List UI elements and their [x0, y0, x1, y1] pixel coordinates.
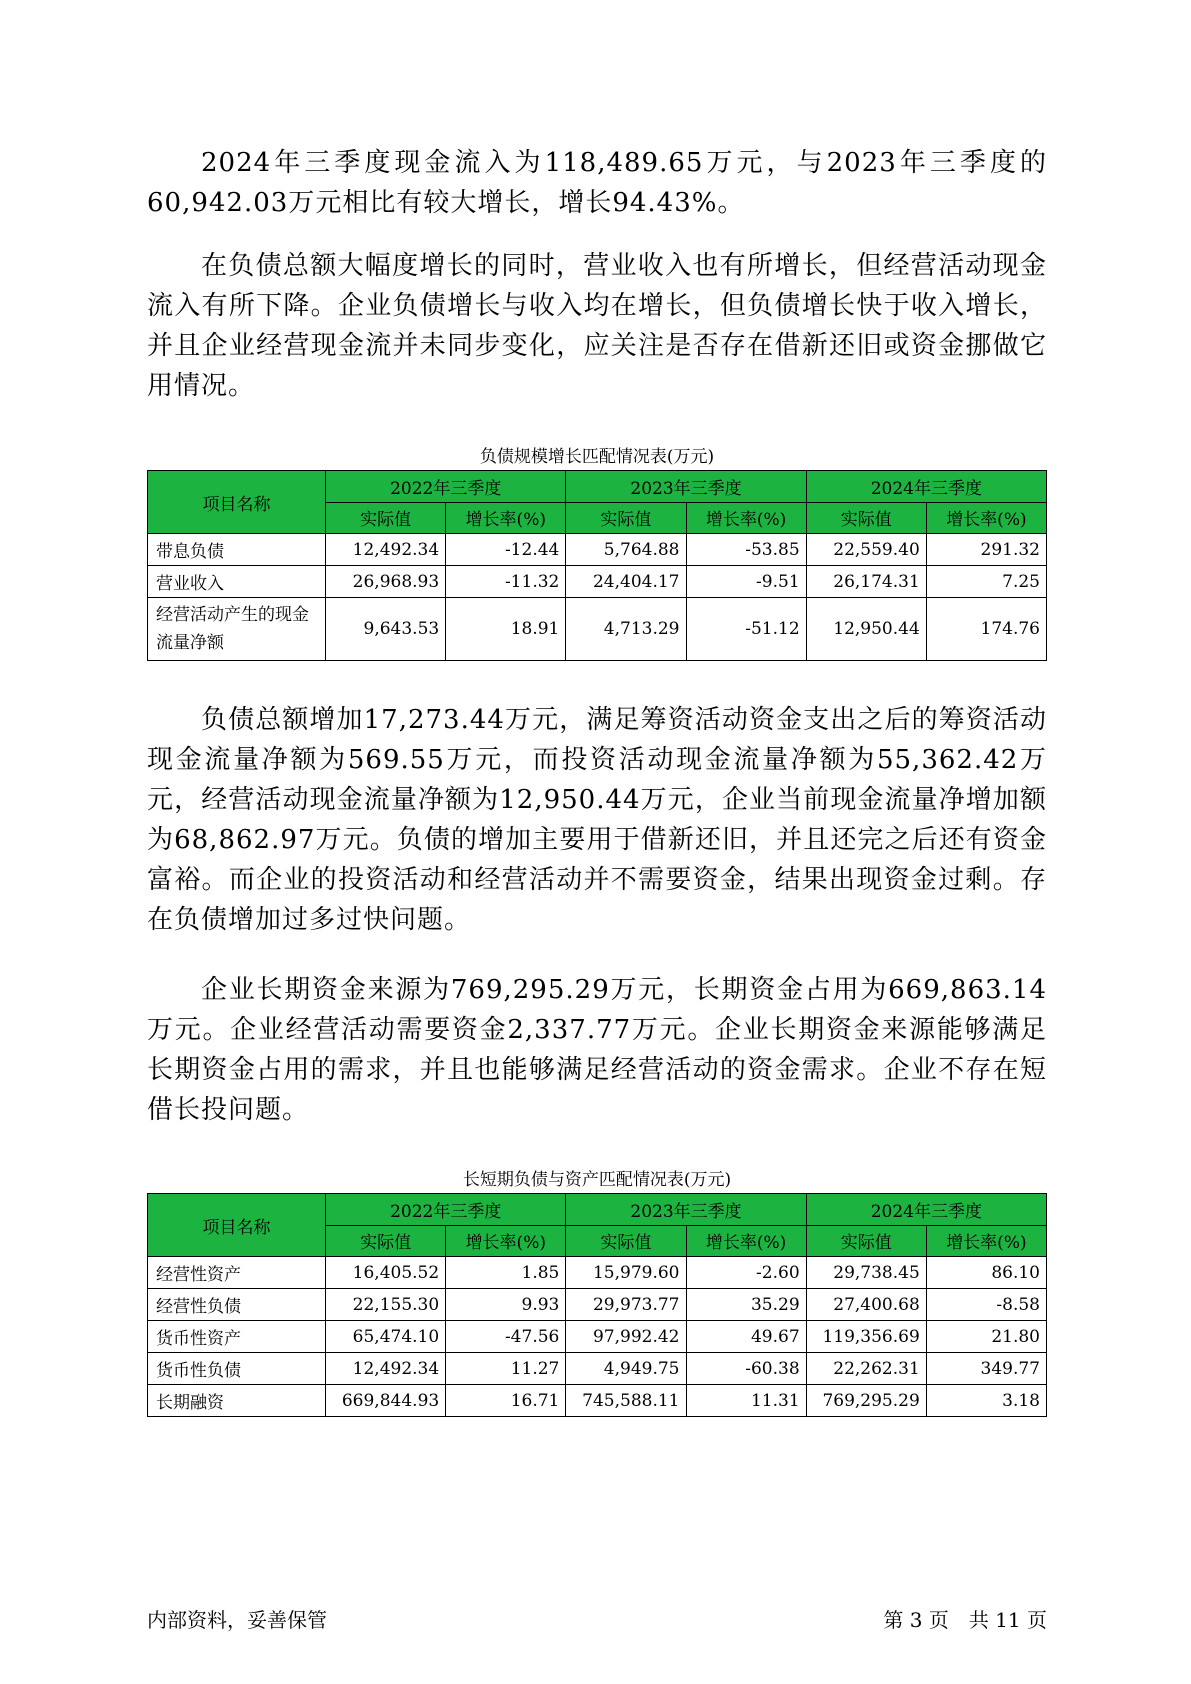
table2-caption: 长短期负债与资产匹配情况表(万元): [462, 1170, 732, 1190]
paragraph-debt-growth: 在负债总额大幅度增长的同时，营业收入也有所增长，但经营活动现金流入有所下降。企业负债增长与收入均在增长，但负债增长快于收入增长，并且企业经营现金流并未同步变化，应关注是否存在借新还旧或资金挪做它用情况。: [147, 251, 1047, 401]
row-label: 经营活动产生的现金流量净额: [148, 598, 326, 661]
table-row: [148, 1353, 1047, 1385]
cell-value: 22,155.30: [326, 1289, 446, 1321]
paragraph-debt-increase: 负债总额增加17,273.44万元，满足筹资活动资金支出之后的筹资活动现金流量净额为569.55万元，而投资活动现金流量净额为55,362.42万元，经营活动现金流量净额为12,950.44万元，企业当前现金流量净增加额为68,862.97万元。负债的增加主要用于借新还旧，并且还完之后还有资金富裕。而企业的投资活动和经营活动并不需要资金，结果出现资金过剩。存在负债增加过多过快问题。: [147, 705, 1047, 935]
cell-value: 49.67: [686, 1321, 806, 1353]
cell-value: 174.76: [926, 598, 1046, 661]
cell-value: 18.91: [446, 598, 566, 661]
cell-value: 4,949.75: [566, 1353, 686, 1385]
cell-value: -2.60: [686, 1257, 806, 1289]
cell-value: 1.85: [446, 1257, 566, 1289]
header-growth: 增长率(%): [446, 1225, 566, 1257]
cell-value: 4,713.29: [566, 598, 686, 661]
header-growth: 增长率(%): [686, 1225, 806, 1257]
header-actual: 实际值: [566, 1225, 686, 1257]
cell-value: -8.58: [926, 1289, 1046, 1321]
cell-value: 86.10: [926, 1257, 1046, 1289]
row-label: 货币性负债: [148, 1353, 326, 1385]
table-row: [148, 534, 1047, 566]
cell-value: 29,973.77: [566, 1289, 686, 1321]
cell-value: 669,844.93: [326, 1385, 446, 1417]
cell-value: 16,405.52: [326, 1257, 446, 1289]
paragraph-long-term-funding: 企业长期资金来源为769,295.29万元，长期资金占用为669,863.14万元。企业经营活动需要资金2,337.77万元。企业长期资金来源能够满足长期资金占用的需求，并且也能够满足经营活动的资金需求。企业不存在短借长投问题。: [147, 975, 1047, 1125]
cell-value: 21.80: [926, 1321, 1046, 1353]
cell-value: 349.77: [926, 1353, 1046, 1385]
cell-value: -9.51: [686, 566, 806, 598]
header-period-2022: 2022年三季度: [326, 1194, 566, 1226]
cell-value: 97,992.42: [566, 1321, 686, 1353]
header-actual: 实际值: [326, 1225, 446, 1257]
header-period-2023: 2023年三季度: [566, 471, 806, 503]
cell-value: -60.38: [686, 1353, 806, 1385]
table-row: [148, 1385, 1047, 1417]
cell-value: 12,950.44: [806, 598, 926, 661]
header-growth: 增长率(%): [446, 502, 566, 534]
table-row: [148, 1257, 1047, 1289]
cell-value: 119,356.69: [806, 1321, 926, 1353]
table-row: [148, 1321, 1047, 1353]
header-item-name: 项目名称: [148, 471, 326, 534]
cell-value: 16.71: [446, 1385, 566, 1417]
cell-value: 65,474.10: [326, 1321, 446, 1353]
cell-value: 769,295.29: [806, 1385, 926, 1417]
table1-caption: 负债规模增长匹配情况表(万元): [479, 447, 715, 467]
cell-value: 5,764.88: [566, 534, 686, 566]
cell-value: 11.27: [446, 1353, 566, 1385]
header-growth: 增长率(%): [926, 502, 1046, 534]
cell-value: 11.31: [686, 1385, 806, 1417]
row-label: 经营性负债: [148, 1289, 326, 1321]
cell-value: 12,492.34: [326, 534, 446, 566]
header-actual: 实际值: [806, 1225, 926, 1257]
cell-value: 22,559.40: [806, 534, 926, 566]
footer-confidential-note: 内部资料，妥善保管: [147, 1608, 327, 1632]
cell-value: 29,738.45: [806, 1257, 926, 1289]
cell-value: 22,262.31: [806, 1353, 926, 1385]
header-growth: 增长率(%): [686, 502, 806, 534]
header-actual: 实际值: [806, 502, 926, 534]
cell-value: 26,174.31: [806, 566, 926, 598]
table-row: [148, 1289, 1047, 1321]
paragraph-cashflow: 2024年三季度现金流入为118,489.65万元，与2023年三季度的60,942.03万元相比有较大增长，增长94.43%。: [147, 148, 1047, 218]
cell-value: 9.93: [446, 1289, 566, 1321]
cell-value: -11.32: [446, 566, 566, 598]
cell-value: 27,400.68: [806, 1289, 926, 1321]
asset-liability-table: [147, 1193, 1047, 1417]
row-label: 带息负债: [148, 534, 326, 566]
cell-value: 15,979.60: [566, 1257, 686, 1289]
header-period-2024: 2024年三季度: [806, 471, 1046, 503]
cell-value: 7.25: [926, 566, 1046, 598]
debt-growth-table: [147, 470, 1047, 661]
row-label: 货币性资产: [148, 1321, 326, 1353]
cell-value: -47.56: [446, 1321, 566, 1353]
header-period-2022: 2022年三季度: [326, 471, 566, 503]
cell-value: 35.29: [686, 1289, 806, 1321]
header-actual: 实际值: [326, 502, 446, 534]
header-growth: 增长率(%): [926, 1225, 1046, 1257]
cell-value: 24,404.17: [566, 566, 686, 598]
header-period-2023: 2023年三季度: [566, 1194, 806, 1226]
header-period-2024: 2024年三季度: [806, 1194, 1046, 1226]
cell-value: 12,492.34: [326, 1353, 446, 1385]
cell-value: 9,643.53: [326, 598, 446, 661]
cell-value: 3.18: [926, 1385, 1046, 1417]
cell-value: -53.85: [686, 534, 806, 566]
table-row: [148, 598, 1047, 661]
row-label: 营业收入: [148, 566, 326, 598]
cell-value: 291.32: [926, 534, 1046, 566]
row-label: 经营性资产: [148, 1257, 326, 1289]
cell-value: -51.12: [686, 598, 806, 661]
header-actual: 实际值: [566, 502, 686, 534]
row-label: 长期融资: [148, 1385, 326, 1417]
cell-value: -12.44: [446, 534, 566, 566]
cell-value: 26,968.93: [326, 566, 446, 598]
footer-page-number: 第 3 页 共 11 页: [883, 1608, 1047, 1632]
table-row: [148, 566, 1047, 598]
cell-value: 745,588.11: [566, 1385, 686, 1417]
header-item-name: 项目名称: [148, 1194, 326, 1257]
